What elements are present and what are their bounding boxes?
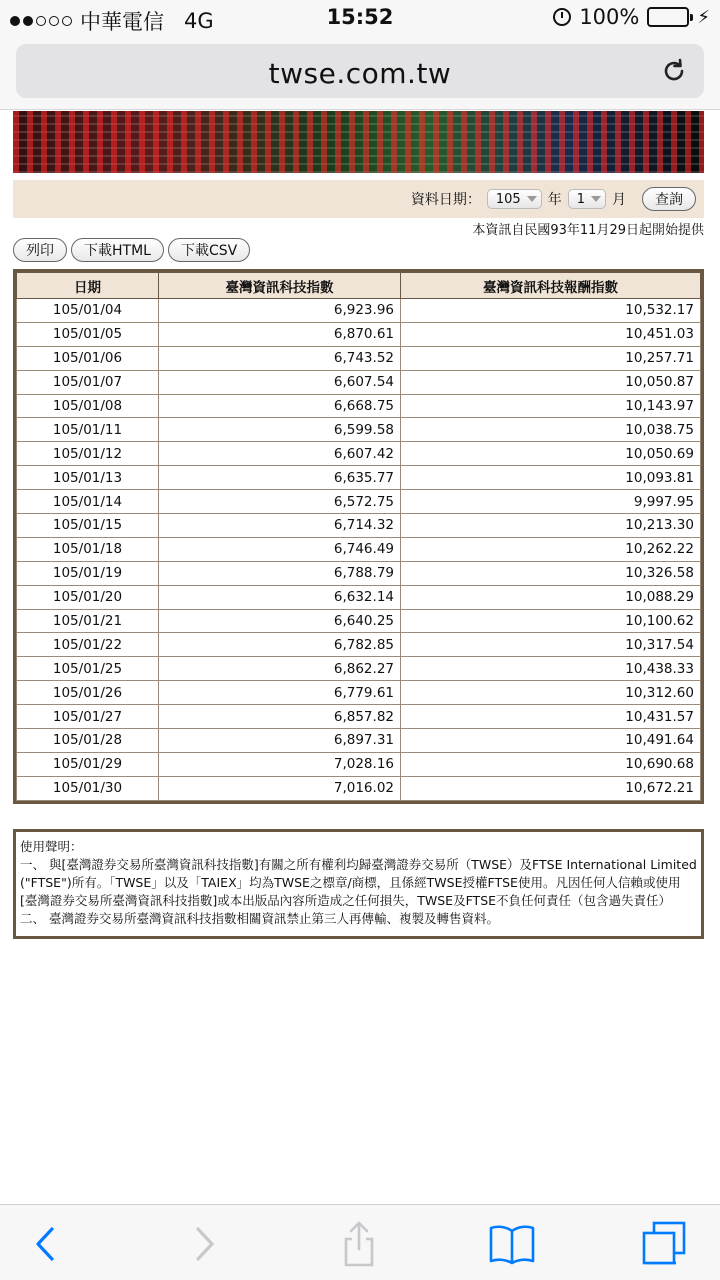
book-icon[interactable] [487, 1219, 537, 1269]
disclaimer-item-2: 二、 臺灣證券交易所臺灣資訊科技指數相關資訊禁止第三人再傳輸、複製及轉售資料。 [20, 911, 499, 926]
cell-date: 105/01/15 [17, 514, 159, 538]
cell-return-index: 10,431.57 [401, 705, 701, 729]
cell-return-index: 10,326.58 [401, 561, 701, 585]
usage-disclaimer [13, 829, 704, 939]
download-csv-button[interactable]: 下載CSV [168, 238, 250, 262]
stock-board-banner [13, 111, 704, 173]
cell-date: 105/01/04 [17, 299, 159, 323]
cell-return-index: 10,451.03 [401, 322, 701, 346]
data-availability-notice: 本資訊自民國93年11月29日起開始提供 [472, 223, 704, 238]
cell-index: 6,923.96 [159, 299, 401, 323]
query-button[interactable]: 查詢 [642, 187, 696, 211]
column-header-date: 日期 [17, 273, 159, 299]
status-bar [0, 0, 720, 36]
share-icon[interactable] [334, 1219, 384, 1269]
battery-icon [647, 7, 689, 27]
table-row [17, 776, 701, 800]
table-row [17, 537, 701, 561]
table-row [17, 657, 701, 681]
year-unit: 年 [547, 192, 562, 208]
carrier-name: 中華電信 [80, 10, 164, 34]
cell-date: 105/01/19 [17, 561, 159, 585]
cell-return-index: 10,050.69 [401, 442, 701, 466]
year-value: 105 [495, 191, 521, 207]
cell-date: 105/01/11 [17, 418, 159, 442]
url-text: twse.com.tw [268, 57, 452, 90]
cell-date: 105/01/06 [17, 346, 159, 370]
cell-return-index: 9,997.95 [401, 490, 701, 514]
cell-index: 6,632.14 [159, 585, 401, 609]
action-buttons [13, 238, 250, 262]
table-row [17, 561, 701, 585]
cell-index: 6,640.25 [159, 609, 401, 633]
chevron-down-icon [591, 196, 601, 202]
cell-return-index: 10,213.30 [401, 514, 701, 538]
cell-index: 7,016.02 [159, 776, 401, 800]
cell-index: 6,743.52 [159, 346, 401, 370]
cell-date: 105/01/22 [17, 633, 159, 657]
cell-date: 105/01/28 [17, 729, 159, 753]
cell-date: 105/01/12 [17, 442, 159, 466]
reload-icon[interactable] [660, 57, 688, 90]
date-filter-bar [13, 180, 704, 218]
table-row [17, 490, 701, 514]
alarm-icon [553, 8, 571, 26]
cell-return-index: 10,532.17 [401, 299, 701, 323]
month-select[interactable] [568, 189, 606, 209]
cell-return-index: 10,093.81 [401, 466, 701, 490]
cell-date: 105/01/08 [17, 394, 159, 418]
table-row [17, 322, 701, 346]
cell-return-index: 10,438.33 [401, 657, 701, 681]
table-row [17, 466, 701, 490]
cell-return-index: 10,050.87 [401, 370, 701, 394]
disclaimer-item-1: 一、 與[臺灣證券交易所臺灣資訊科技指數]有關之所有權利均歸臺灣證券交易所（TWSE）及FTSE International Limited ("FTSE")所有。「TWSE」以及「TAIEX」均為TWSE之標章/商標，且係經TWSE授權FTSE使用。凡因任何人信賴或使用[臺灣證券交易所臺灣資訊科技指數]或本出版品內容所造成之任何損失，TWSE及FTSE不負任何責任（包含過失責任） [20, 857, 697, 908]
cell-return-index: 10,672.21 [401, 776, 701, 800]
cell-return-index: 10,100.62 [401, 609, 701, 633]
table-row [17, 681, 701, 705]
cell-index: 6,782.85 [159, 633, 401, 657]
table-row [17, 585, 701, 609]
clock: 15:52 [326, 5, 394, 29]
cell-date: 105/01/05 [17, 322, 159, 346]
cell-date: 105/01/29 [17, 752, 159, 776]
cell-index: 6,862.27 [159, 657, 401, 681]
browser-address-area [0, 36, 720, 110]
column-header-index: 臺灣資訊科技指數 [159, 273, 401, 299]
download-html-button[interactable]: 下載HTML [71, 238, 164, 262]
battery-percent: 100% [579, 5, 640, 29]
column-header-return-index: 臺灣資訊科技報酬指數 [401, 273, 701, 299]
cell-return-index: 10,143.97 [401, 394, 701, 418]
cell-index: 6,714.32 [159, 514, 401, 538]
table-row [17, 346, 701, 370]
network-type: 4G [184, 9, 214, 33]
table-row [17, 514, 701, 538]
table-row [17, 609, 701, 633]
index-table [13, 269, 704, 804]
table-row [17, 633, 701, 657]
cell-date: 105/01/20 [17, 585, 159, 609]
cell-date: 105/01/13 [17, 466, 159, 490]
table-row [17, 729, 701, 753]
charging-icon: ⚡ [697, 6, 710, 28]
chevron-right-icon[interactable] [180, 1219, 230, 1269]
cell-index: 6,607.54 [159, 370, 401, 394]
cell-index: 6,607.42 [159, 442, 401, 466]
cell-return-index: 10,262.22 [401, 537, 701, 561]
cell-index: 6,572.75 [159, 490, 401, 514]
cell-index: 6,779.61 [159, 681, 401, 705]
cell-index: 6,668.75 [159, 394, 401, 418]
cell-date: 105/01/07 [17, 370, 159, 394]
table-row [17, 705, 701, 729]
cell-return-index: 10,317.54 [401, 633, 701, 657]
table-row [17, 299, 701, 323]
cell-index: 7,028.16 [159, 752, 401, 776]
cell-date: 105/01/26 [17, 681, 159, 705]
table-header-row [17, 273, 701, 299]
address-bar[interactable] [16, 44, 704, 98]
table-row [17, 394, 701, 418]
cell-date: 105/01/25 [17, 657, 159, 681]
year-select[interactable] [487, 189, 542, 209]
cell-index: 6,746.49 [159, 537, 401, 561]
table-row [17, 418, 701, 442]
cell-index: 6,635.77 [159, 466, 401, 490]
chevron-down-icon [527, 196, 537, 202]
table-row [17, 370, 701, 394]
browser-toolbar [0, 1204, 720, 1280]
cell-return-index: 10,690.68 [401, 752, 701, 776]
cell-index: 6,897.31 [159, 729, 401, 753]
disclaimer-title: 使用聲明： [20, 839, 83, 854]
cell-date: 105/01/30 [17, 776, 159, 800]
table-row [17, 442, 701, 466]
cell-date: 105/01/18 [17, 537, 159, 561]
date-label: 資料日期： [410, 192, 481, 208]
cell-index: 6,857.82 [159, 705, 401, 729]
cell-date: 105/01/27 [17, 705, 159, 729]
cell-index: 6,788.79 [159, 561, 401, 585]
cell-index: 6,870.61 [159, 322, 401, 346]
cell-date: 105/01/21 [17, 609, 159, 633]
print-button[interactable]: 列印 [13, 238, 67, 262]
cell-return-index: 10,312.60 [401, 681, 701, 705]
cell-date: 105/01/14 [17, 490, 159, 514]
month-value: 1 [576, 191, 585, 207]
cell-index: 6,599.58 [159, 418, 401, 442]
month-unit: 月 [612, 192, 626, 208]
tabs-icon[interactable] [640, 1219, 690, 1269]
table-row [17, 752, 701, 776]
chevron-left-icon[interactable] [20, 1219, 70, 1269]
cell-return-index: 10,491.64 [401, 729, 701, 753]
cell-return-index: 10,257.71 [401, 346, 701, 370]
cell-return-index: 10,038.75 [401, 418, 701, 442]
cell-return-index: 10,088.29 [401, 585, 701, 609]
